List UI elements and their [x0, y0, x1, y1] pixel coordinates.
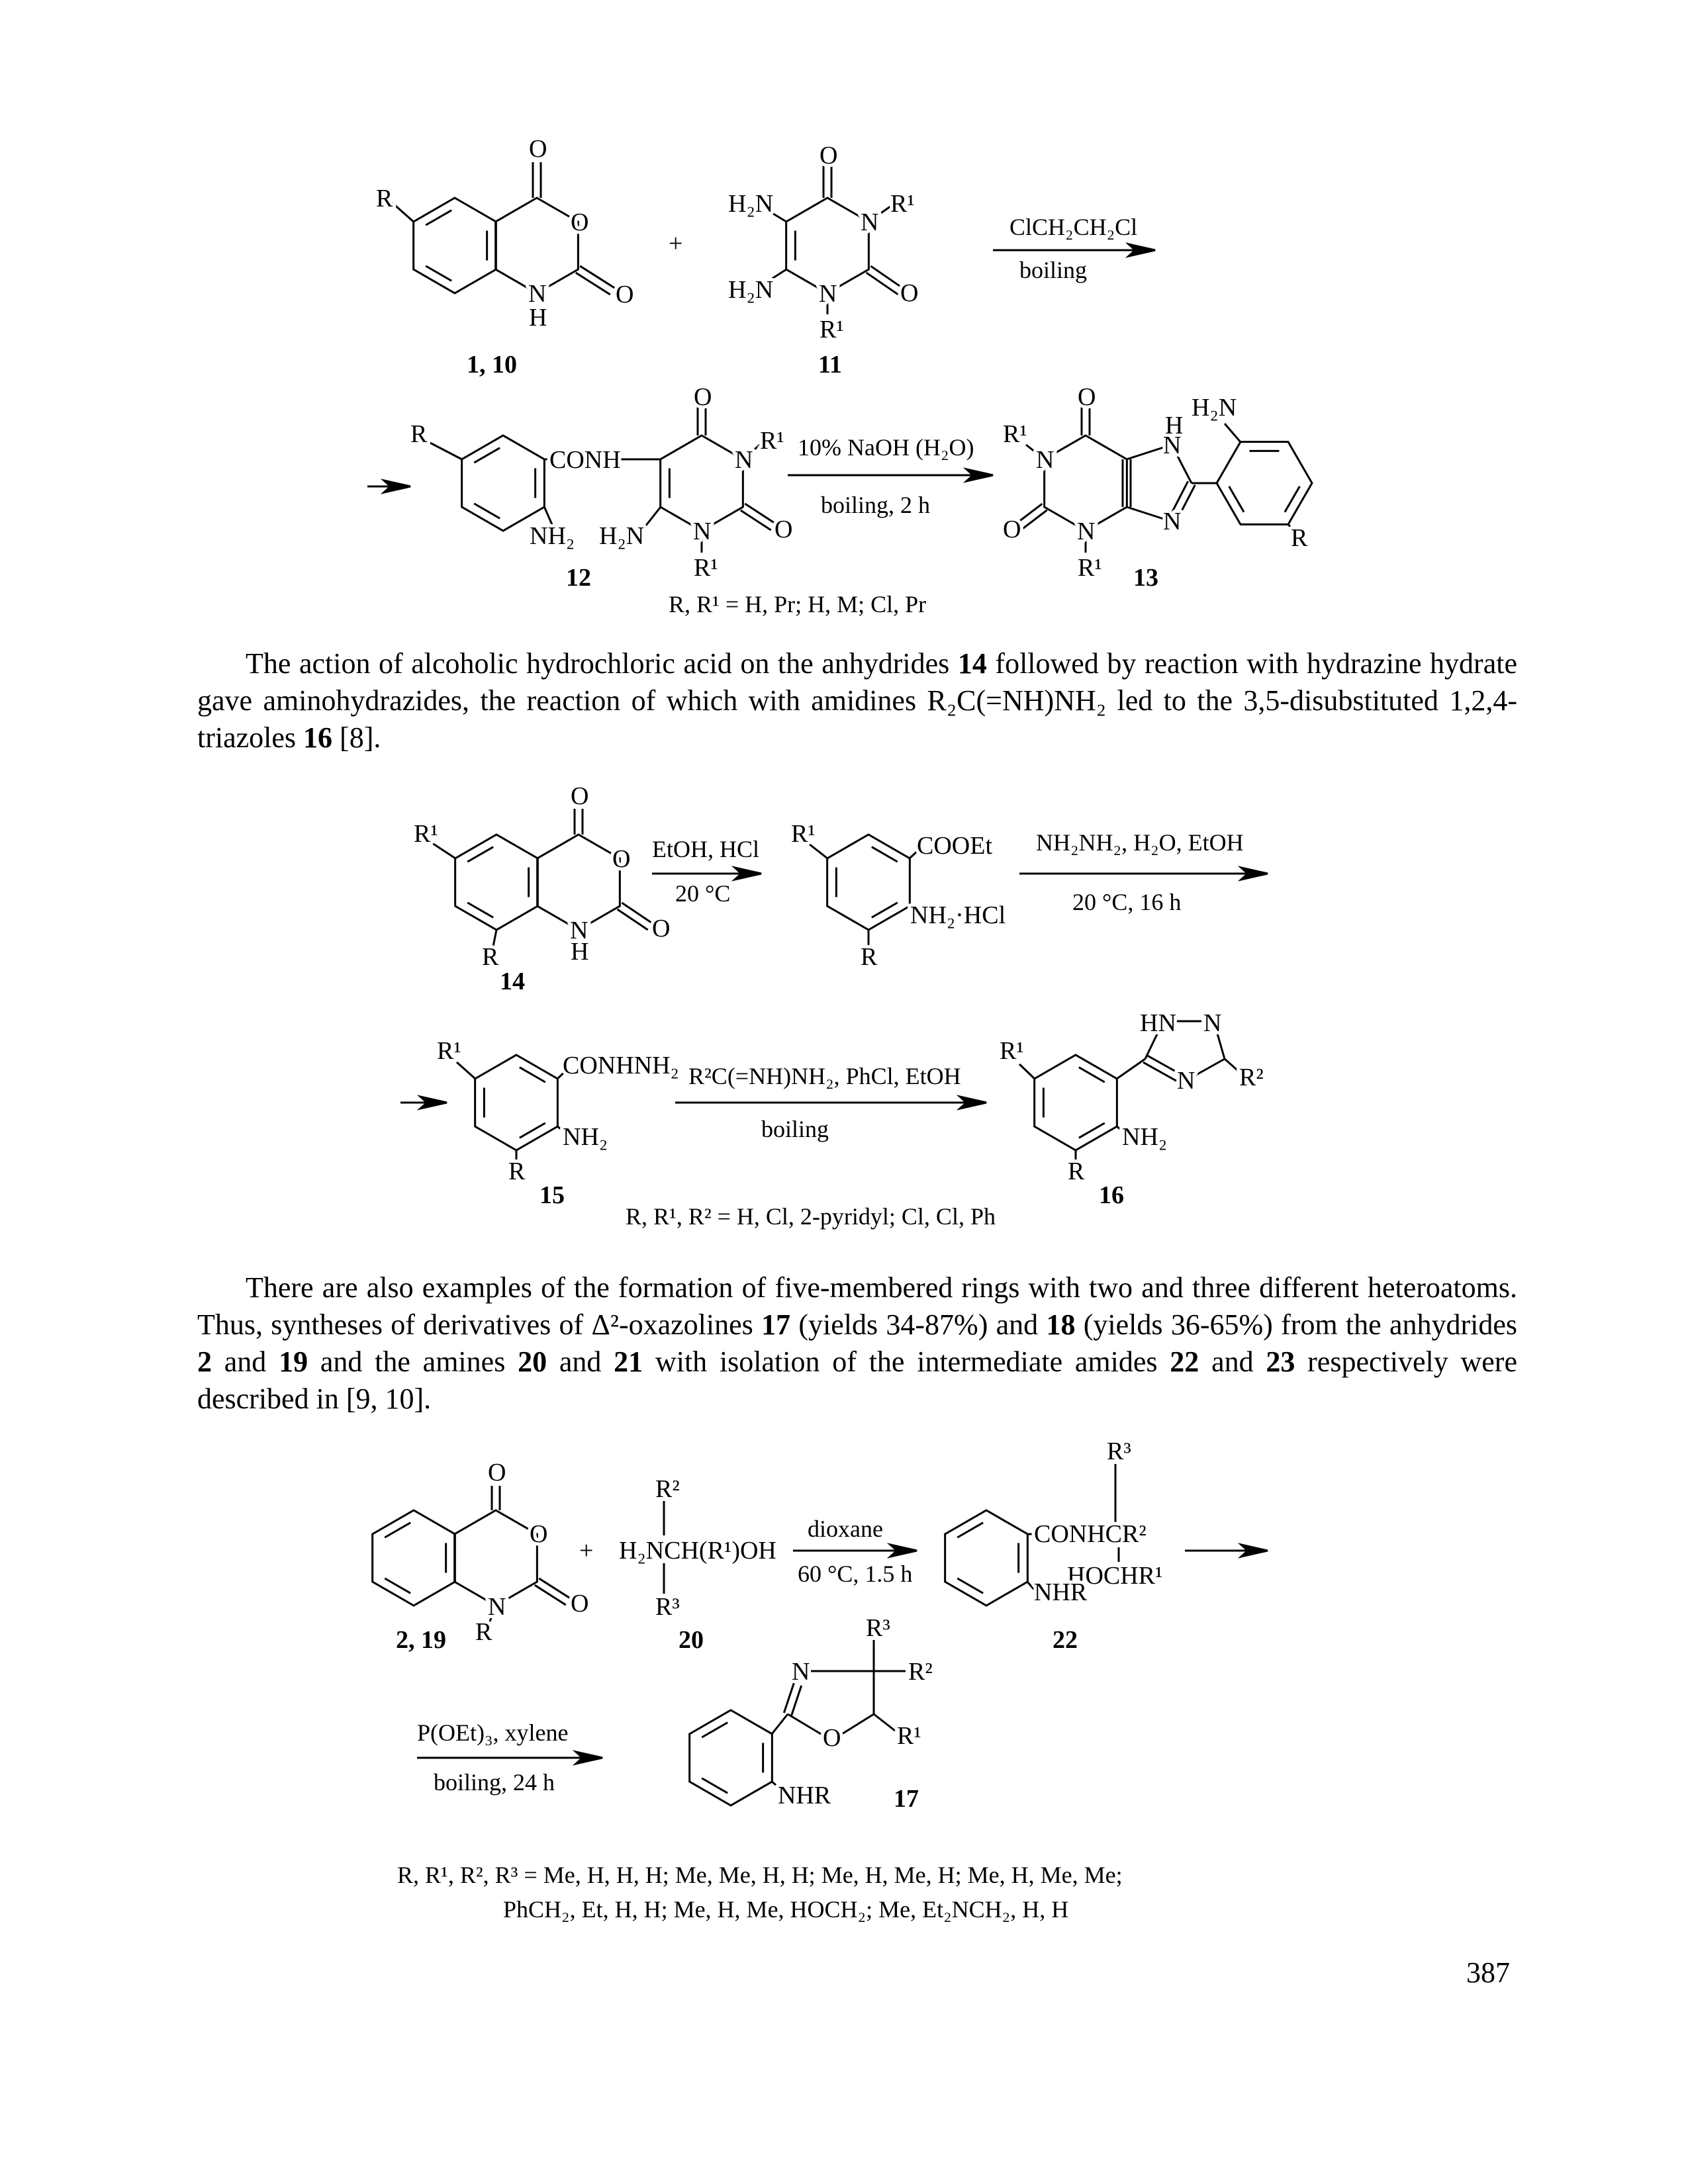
reaction-condition: boiling, 24 h: [434, 1769, 555, 1796]
bond: [772, 1714, 788, 1734]
compound-14: [414, 782, 670, 995]
atom-label: O: [571, 208, 589, 236]
atom-label: R¹: [820, 316, 844, 343]
atom-label: O: [694, 383, 712, 411]
double-bond: [1147, 1056, 1180, 1074]
atom-label: H₂N: [728, 276, 774, 304]
ring: [414, 198, 496, 293]
reaction-condition: 60 °C, 1.5 h: [798, 1561, 913, 1587]
atom-label: N: [1177, 1067, 1196, 1095]
atom-label: H: [1165, 412, 1184, 439]
ring: [462, 435, 545, 531]
atom-label: R¹: [1003, 420, 1027, 448]
reaction-condition: boiling, 2 h: [821, 492, 931, 518]
reaction-condition: 20 °C: [675, 880, 731, 907]
atom-label: COOEt: [917, 832, 992, 860]
atom-label: R: [410, 420, 428, 448]
double-bond: [1143, 1062, 1176, 1081]
atom-label: R¹: [760, 427, 784, 455]
double-bond: [784, 1683, 794, 1713]
plus-sign: +: [579, 1537, 594, 1565]
bond: [392, 203, 414, 222]
scheme-3: [396, 1437, 1162, 1923]
atom-label: N: [1203, 1009, 1222, 1037]
ring: [455, 1510, 538, 1606]
compound-ref: 17: [761, 1308, 791, 1341]
substituent-caption: R, R¹, R² = H, Cl, 2-pyridyl; Cl, Cl, Ph: [626, 1203, 996, 1230]
atom-label: R: [475, 1618, 492, 1646]
paragraph-2: [197, 1269, 1517, 1418]
bond: [874, 1714, 895, 1731]
double-bond: [576, 273, 610, 295]
atom-label: R³: [655, 1593, 680, 1621]
compound-17: [778, 1614, 933, 1813]
compound-ref: 21: [614, 1345, 643, 1378]
atom-label: NH₂·HCl: [910, 901, 1006, 929]
compound-13: [1003, 383, 1308, 592]
atom-label: N: [1163, 508, 1182, 535]
text: and: [547, 1345, 614, 1378]
atom-label: NHR: [1034, 1578, 1088, 1606]
reaction-condition: NH₂NH₂, H₂O, EtOH: [1036, 829, 1244, 856]
compound-ref: 14: [957, 647, 987, 680]
ring: [1035, 1055, 1117, 1150]
ring: [1045, 435, 1127, 531]
atom-label: N: [735, 446, 753, 474]
atom-label: NH₂: [1122, 1123, 1168, 1151]
double-bond: [535, 1585, 566, 1605]
compound-12: [410, 383, 792, 592]
atom-label: CONH: [549, 446, 621, 474]
atom-label: R¹: [414, 820, 438, 848]
compound-number: 16: [1099, 1181, 1124, 1209]
atom-label: CONHCR²: [1034, 1520, 1147, 1548]
atom-label: R¹: [437, 1037, 461, 1065]
double-bond: [870, 266, 902, 288]
atom-label: H: [571, 938, 589, 966]
compound-ref: 19: [279, 1345, 308, 1378]
atom-label: O: [1003, 516, 1021, 543]
atom-label: O: [616, 281, 634, 308]
ring: [786, 198, 869, 293]
atom-label: R¹: [1078, 554, 1102, 582]
bond: [1019, 1064, 1035, 1079]
compound-ref: 16: [303, 721, 333, 754]
text: with isolation of the intermediate amides: [643, 1345, 1170, 1378]
atom-label: N: [570, 917, 588, 944]
bond: [425, 440, 462, 459]
reaction-condition: 20 °C, 16 h: [1072, 889, 1182, 915]
compound-number: 15: [539, 1181, 565, 1209]
bond: [842, 1714, 874, 1734]
compound-number: 12: [566, 564, 591, 592]
atom-label: R: [376, 185, 393, 212]
atom-label: R²: [1239, 1064, 1264, 1091]
double-bond: [867, 273, 898, 295]
double-bond: [618, 909, 648, 930]
bond: [1192, 1059, 1225, 1077]
compound-1-10: [376, 135, 633, 379]
atom-label: R³: [1107, 1437, 1131, 1465]
compound-number: 13: [1133, 564, 1158, 592]
atom-label: N: [1163, 432, 1182, 459]
text: [8].: [332, 721, 381, 754]
ring: [475, 1055, 558, 1150]
atom-label: NH₂: [530, 522, 575, 550]
atom-label: O: [652, 915, 671, 942]
ring: [538, 835, 620, 930]
plus-sign: +: [669, 230, 683, 257]
compound-number: 1, 10: [467, 351, 517, 379]
text: respectively were described in [9, 10].: [197, 1345, 1517, 1415]
double-bond: [745, 504, 775, 523]
atom-label: O: [571, 782, 589, 810]
ring: [661, 435, 743, 531]
atom-label: O: [1078, 383, 1096, 411]
atom-label: H₂N: [599, 522, 645, 550]
atom-label: O: [530, 1520, 548, 1548]
atom-label: N: [1077, 518, 1096, 545]
text: The action of alcoholic hydrochloric acid on the anhydrides: [246, 647, 958, 680]
ring: [373, 1510, 455, 1606]
ring: [455, 835, 538, 930]
atom-label: H₂N: [1192, 394, 1237, 422]
double-bond: [741, 510, 771, 530]
reaction-condition: R²C(=NH)NH₂, PhCl, EtOH: [688, 1063, 961, 1089]
compound-ref: 22: [1170, 1345, 1199, 1378]
text: and the amines: [308, 1345, 518, 1378]
atom-label: R¹: [890, 190, 915, 218]
substituent-caption: R, R¹, R², R³ = Me, H, H, H; Me, Me, H, H; Me, H, Me, H; Me, H, Me, Me;: [397, 1862, 1123, 1888]
atom-label: N: [528, 280, 547, 308]
compound-number: 14: [500, 968, 525, 995]
atom-label: R: [508, 1158, 526, 1185]
atom-label: R: [1068, 1158, 1085, 1185]
text: and: [1199, 1345, 1266, 1378]
bond: [788, 1714, 821, 1734]
scheme-2: [414, 782, 1264, 1230]
atom-label: O: [529, 135, 547, 163]
text: (yields 36-65%) from the anhydrides: [1075, 1308, 1518, 1341]
compound-ref: 18: [1046, 1308, 1076, 1341]
paragraph-1: [197, 645, 1517, 756]
reaction-condition: EtOH, HCl: [652, 836, 759, 862]
compound-ref: 20: [518, 1345, 547, 1378]
atom-label: O: [774, 516, 793, 543]
ring: [690, 1710, 773, 1805]
atom-label: R¹: [1000, 1037, 1024, 1065]
atom-label: N: [819, 280, 837, 308]
atom-label: O: [900, 279, 919, 307]
atom-label: NH₂: [563, 1123, 608, 1151]
atom-label: H₂NCH(R¹)OH: [619, 1537, 776, 1565]
atom-label: N: [1036, 446, 1055, 474]
double-bond: [622, 903, 652, 923]
atom-label: R: [482, 943, 499, 971]
compound-number: 22: [1053, 1626, 1078, 1654]
bond: [1117, 1059, 1145, 1079]
bond: [645, 507, 661, 526]
ester-intermediate: [791, 820, 1006, 971]
double-bond: [792, 1686, 802, 1715]
double-bond: [539, 1578, 570, 1598]
double-bond: [580, 266, 614, 288]
atom-label: O: [820, 142, 838, 169]
atom-label: HOCHR¹: [1067, 1562, 1163, 1590]
bond: [1225, 424, 1241, 442]
atom-label: N: [861, 208, 879, 236]
text: followed by reaction with hydrazine hydrate gave aminohydrazides, the reaction of which with amidines R₂C(=NH)NH₂ led to the 3,5-disubstituted 1,2,4-triazoles: [197, 647, 1517, 754]
atom-label: O: [571, 1590, 589, 1617]
page-number: 387: [1466, 1956, 1510, 1989]
compound-number: 17: [894, 1785, 919, 1813]
atom-label: R: [861, 943, 878, 971]
compound-number: 20: [679, 1626, 704, 1654]
ring: [827, 835, 910, 930]
compound-ref: 2: [197, 1345, 212, 1378]
reaction-condition: dioxane: [808, 1516, 883, 1542]
text: and: [212, 1345, 279, 1378]
atom-label: R¹: [694, 554, 718, 582]
atom-label: N: [693, 518, 712, 545]
text: (yields 34-87%) and: [790, 1308, 1047, 1341]
atom-label: R¹: [791, 820, 816, 848]
compound-ref: 23: [1266, 1345, 1295, 1378]
atom-label: N: [488, 1593, 506, 1621]
atom-label: O: [823, 1724, 841, 1752]
atom-label: O: [488, 1459, 506, 1486]
compound-number: 11: [818, 351, 842, 379]
atom-label: R³: [866, 1614, 890, 1642]
double-bond: [1022, 510, 1047, 529]
text: There are also examples of the formation of five-membered rings with two and three different heteroatoms. Thus, syntheses of derivatives of Δ²-oxazolines: [197, 1271, 1517, 1341]
ring: [496, 198, 579, 293]
atom-label: H₂N: [728, 190, 774, 218]
substituent-caption: R, R¹ = H, Pr; H, M; Cl, Pr: [669, 591, 927, 617]
reaction-condition: ClCH₂CH₂Cl: [1009, 214, 1138, 240]
reaction-condition: P(OEt)₃, xylene: [417, 1719, 569, 1746]
atom-label: NHR: [778, 1782, 831, 1809]
ring: [945, 1510, 1028, 1606]
ring: [1217, 442, 1312, 525]
atom-label: H: [529, 304, 547, 332]
atom-label: R²: [908, 1658, 933, 1686]
reaction-condition: boiling: [1019, 257, 1088, 283]
reaction-condition: boiling: [761, 1116, 829, 1142]
atom-label: R: [1291, 524, 1308, 552]
atom-label: O: [612, 845, 631, 873]
compound-22: [1034, 1437, 1162, 1654]
compound-16: [1000, 1009, 1264, 1209]
substituent-caption: PhCH₂, Et, H, H; Me, H, Me, HOCH₂; Me, Et₂NCH₂, H, H: [503, 1896, 1069, 1923]
reaction-condition: 10% NaOH (H₂O): [798, 434, 974, 461]
atom-label: N: [792, 1658, 810, 1686]
atom-label: CONHNH₂: [563, 1052, 679, 1079]
compound-number: 2, 19: [396, 1626, 446, 1654]
atom-label: R¹: [897, 1722, 921, 1750]
atom-label: R²: [655, 1475, 680, 1503]
compound-20: [619, 1475, 776, 1654]
atom-label: HN: [1140, 1009, 1176, 1037]
